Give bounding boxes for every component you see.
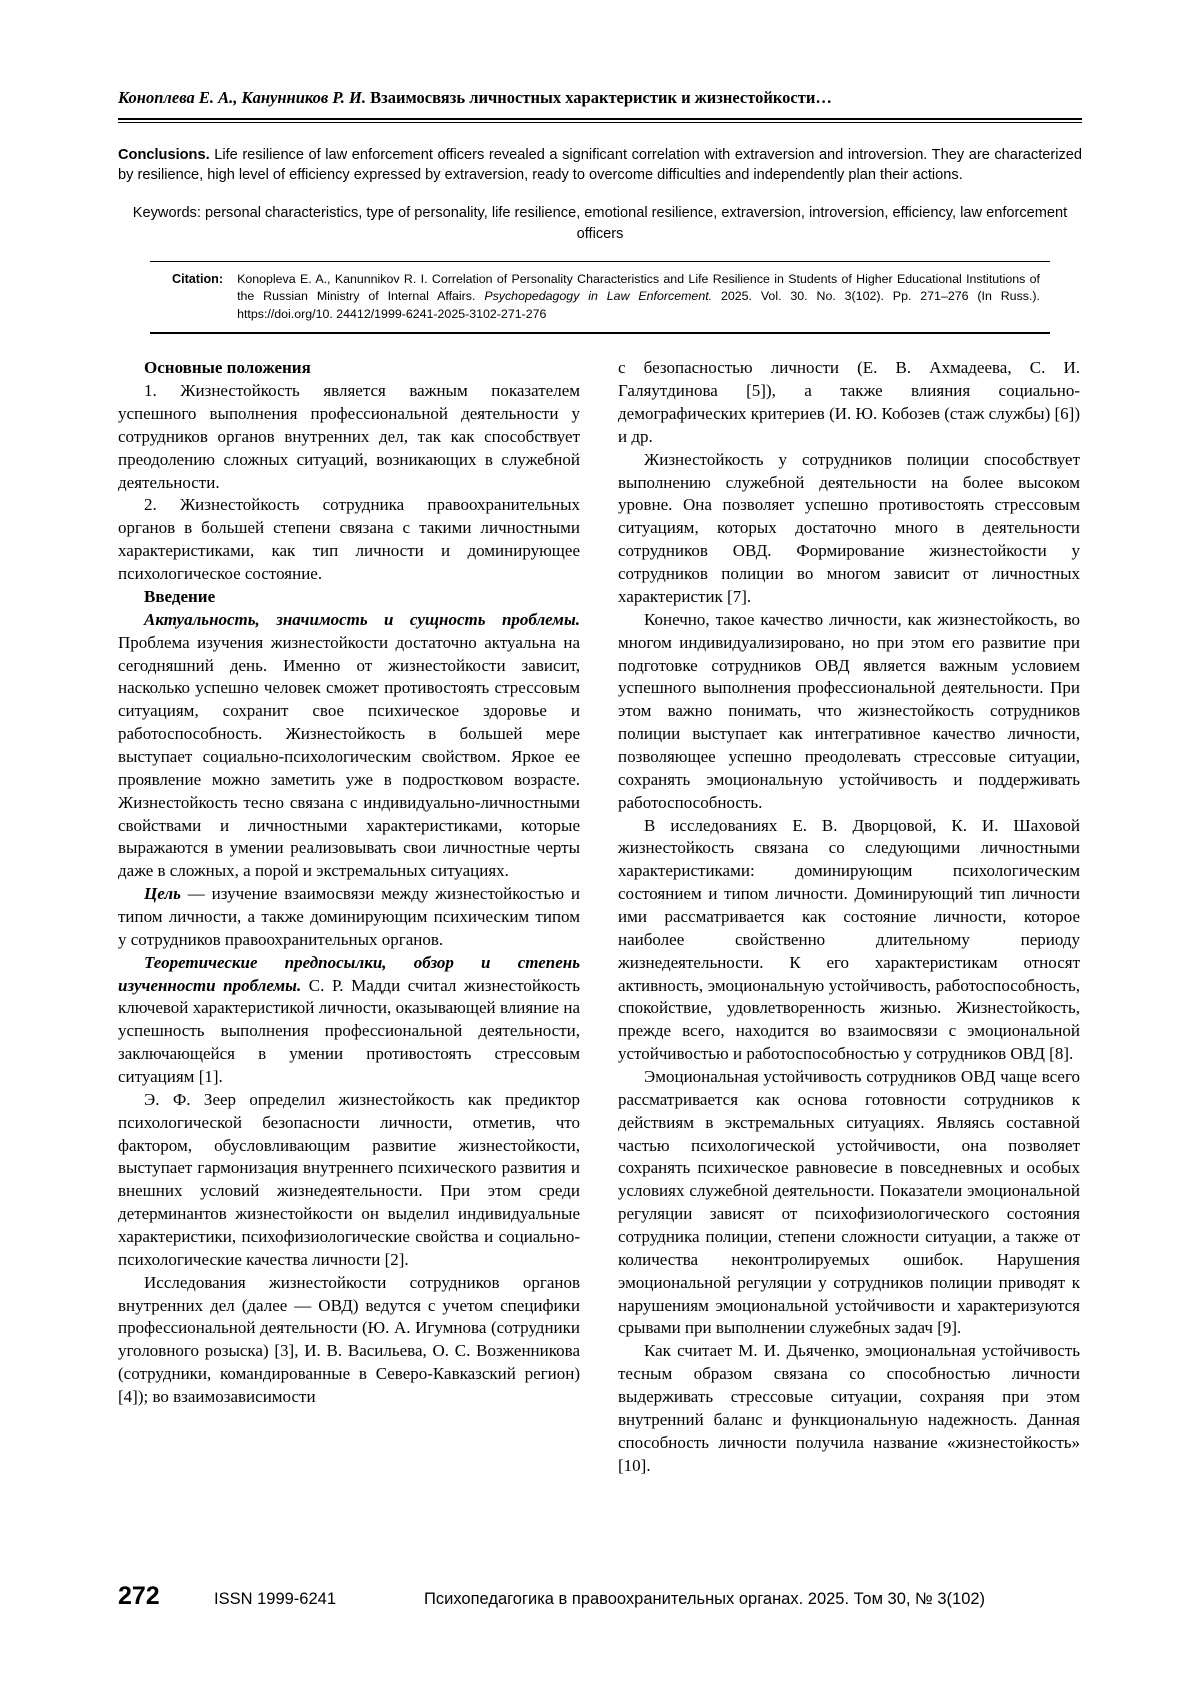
page-footer [118,1582,1082,1611]
journal-reference: Психопедагогика в правоохранительных органах. 2025. Том 30, № 3(102) [424,1590,986,1608]
citation-text [237,271,1050,324]
right-column [618,357,1080,1477]
left-paragraph-7: Исследования жизнестойкости сотрудников органов внутренних дел (далее — ОВД) ведутся с учетом специфики профессиональной деятельности (Ю. А. Игумнова (сотрудники уголовного розыска) [3], И. В. Васильева, О. С. Возженникова (сотрудники, командированные в Северо-Кавказский регион) [4]); во взаимозависимости [118,1272,580,1406]
conclusions-text: Life resilience of law enforcement officers revealed a significant correlation with extraversion and introversion. They are characterized by resilience, high level of efficiency expressed by extraversion, ready to overcome difficulties and independently plan their actions. [118,146,1082,184]
left-paragraph-1: 1. Жизнестойкость является важным показателем успешного выполнения профессиональной деятельности у сотрудников органов внутренних дел, так как способствует преодолению сложных ситуаций, возникающих в служебной деятельности. [118,381,580,492]
running-head-title: Взаимосвязь личностных характеристик и жизнестойкости… [366,88,832,107]
conclusions-paragraph [118,145,1082,186]
header-rule-thick [118,118,1082,120]
right-paragraph-2: Жизнестойкость у сотрудников полиции способствует выполнению служебной деятельности на более высоком уровне. Она позволяет успешно противостоять стрессовым ситуациям, которых достаточно много в деятельности сотрудников ОВД. Формирование жизнестойкости у сотрудников полиции во многом зависит от личностных характеристик [7]. [618,449,1080,606]
right-paragraph-4: В исследованиях Е. В. Дворцовой, К. И. Шаховой жизнестойкость связана со следующими личностными характеристиками: доминирующим психологическим состоянием и типом личности. Доминирующий тип личности ими рассматривается как состояние личности, которое наиболее свойственно длительному периоду жизнедеятельности. К его характеристикам относят активность, эмоциональную устойчивость, работоспособность, спокойствие, удовлетворенность жизнью. Жизнестойкость, прежде всего, находится во взаимосвязи с эмоциональной устойчивостью и работоспособностью у сотрудников ОВД [8]. [618,815,1080,1064]
right-paragraph-3: Конечно, такое качество личности, как жизнестойкость, во многом индивидуализировано, но при этом его развитие при подготовке сотрудников ОВД является важным условием успешного выполнения профессиональной деятельности. При этом важно понимать, что жизнестойкость сотрудников полиции выступает как интегративное качество личности, позволяющее успешно преодолевать стрессовые ситуации, сохранять эмоциональную устойчивость и поддерживать работоспособность. [618,609,1080,812]
left-paragraph-3 [118,609,580,883]
keywords: Keywords: personal characteristics, type of personality, life resilience, emotional resilience, extraversion, introversion, efficiency, law enforcement officers [132,205,1068,242]
body-columns [118,357,1082,1477]
heading-introduction: Введение [144,586,216,606]
subheading-theory: Теоретические предпосылки, обзор и степень изученности проблемы. [118,952,580,995]
left-paragraph-4-text: — изучение взаимосвязи между жизнестойкостью и типом личности, а также доминирующим психическим типом у сотрудников правоохранительных органов. [118,884,580,949]
left-paragraph-5-text: С. Р. Мадди считал жизнестойкость ключевой характеристикой личности, оказывающей влияние на успешность выполнения профессиональной деятельности, заключающейся в умении противостоять стрессовым ситуациям [1]. [118,975,580,1086]
running-head [118,88,1082,118]
left-paragraph-5 [118,952,580,1089]
left-paragraph-6: Э. Ф. Зеер определил жизнестойкость как предиктор психологической безопасности личности, отметив, что фактором, обусловливающим развитие жизнестойкости, выступает гармонизация внутреннего психического развития и внешних условий жизнедеятельности. При этом среди детерминантов жизнестойкости он выделил индивидуальные характеристики, психофизиологические свойства и социально-психологические качества личности [2]. [118,1089,580,1269]
page-number: 272 [118,1582,160,1610]
citation-part1: Konopleva E. A., Kanunnikov R. I. Correlation of Personality Characteristics and Life Resilience in Students of Higher Educational Institutions of the Russian Ministry of Internal Affairs. [237,271,1040,304]
header-rule-thin [118,122,1082,123]
left-paragraph-4 [118,883,580,952]
right-paragraph-5: Эмоциональная устойчивость сотрудников ОВД чаще всего рассматривается как основа готовности сотрудников к действиям в экстремальных ситуациях. Являясь составной частью психологической устойчивости, она позволяет сохранять психическое равновесие в повседневных и особых условиях служебной деятельности. Показатели эмоциональной регуляции зависят от психофизиологического состояния сотрудника полиции, степени сложности ситуации, а также от количества неконтролируемых ошибок. Нарушения эмоциональной регуляции у сотрудников полиции приводят к нарушениям эмоциональной устойчивости и характеризуются срывами при выполнении служебных задач [9]. [618,1066,1080,1338]
heading-main-points: Основные положения [144,358,311,378]
left-column [118,357,580,1477]
citation-block [150,261,1050,335]
left-paragraph-2: 2. Жизнестойкость сотрудника правоохранительных органов в большей степени связана с такими личностными характеристиками, как тип личности и доминирующее психологическое состояние. [118,495,580,584]
left-paragraph-3-text: Проблема изучения жизнестойкости достаточно актуальна на сегодняшний день. Именно от жизнестойкости зависит, насколько успешно человек сможет противостоять стрессовым ситуациям, сохранит свое психическое здоровье и работоспособность. Жизнестойкость в большей мере выступает социально-психологическим свойством. Яркое ее проявление можно заметить уже в подростковом возрасте. Жизнестойкость тесно связана с индивидуально-личностными свойствами и личностными характеристиками, которые выражаются в умении реализовывать свои личностные черты даже в сложных, а порой и экстремальных ситуациях. [118,632,580,881]
running-head-authors: Коноплева Е. А., Канунников Р. И. [118,88,366,107]
right-paragraph-1: с безопасностью личности (Е. В. Ахмадеева, С. И. Галяутдинова [5]), а также влияния социально-демографических критериев (И. Ю. Кобозев (стаж службы) [6]) и др. [618,358,1080,446]
subheading-relevance: Актуальность, значимость и сущность проблемы. [144,609,580,629]
citation-journal: Psychopedagogy in Law Enforcement. [484,289,713,304]
citation-part2: 2025. Vol. 30. No. 3(102). Pp. 271–276 (In Russ.). https://doi.org/10. 24412/1999-6241-2025-3102-271-276 [237,289,1040,321]
citation-label: Citation: [172,271,224,286]
goal-label: Цель [144,884,181,904]
issn: ISSN 1999-6241 [214,1590,337,1608]
conclusions-label: Conclusions. [118,146,210,163]
right-paragraph-6: Как считает М. И. Дьяченко, эмоциональная устойчивость тесным образом связана со способностью личности выдерживать стрессовые ситуации, сохраняя при этом внутренний баланс и функциональную надежность. Данная способность личности получила название «жизнестойкость» [10]. [618,1341,1080,1475]
